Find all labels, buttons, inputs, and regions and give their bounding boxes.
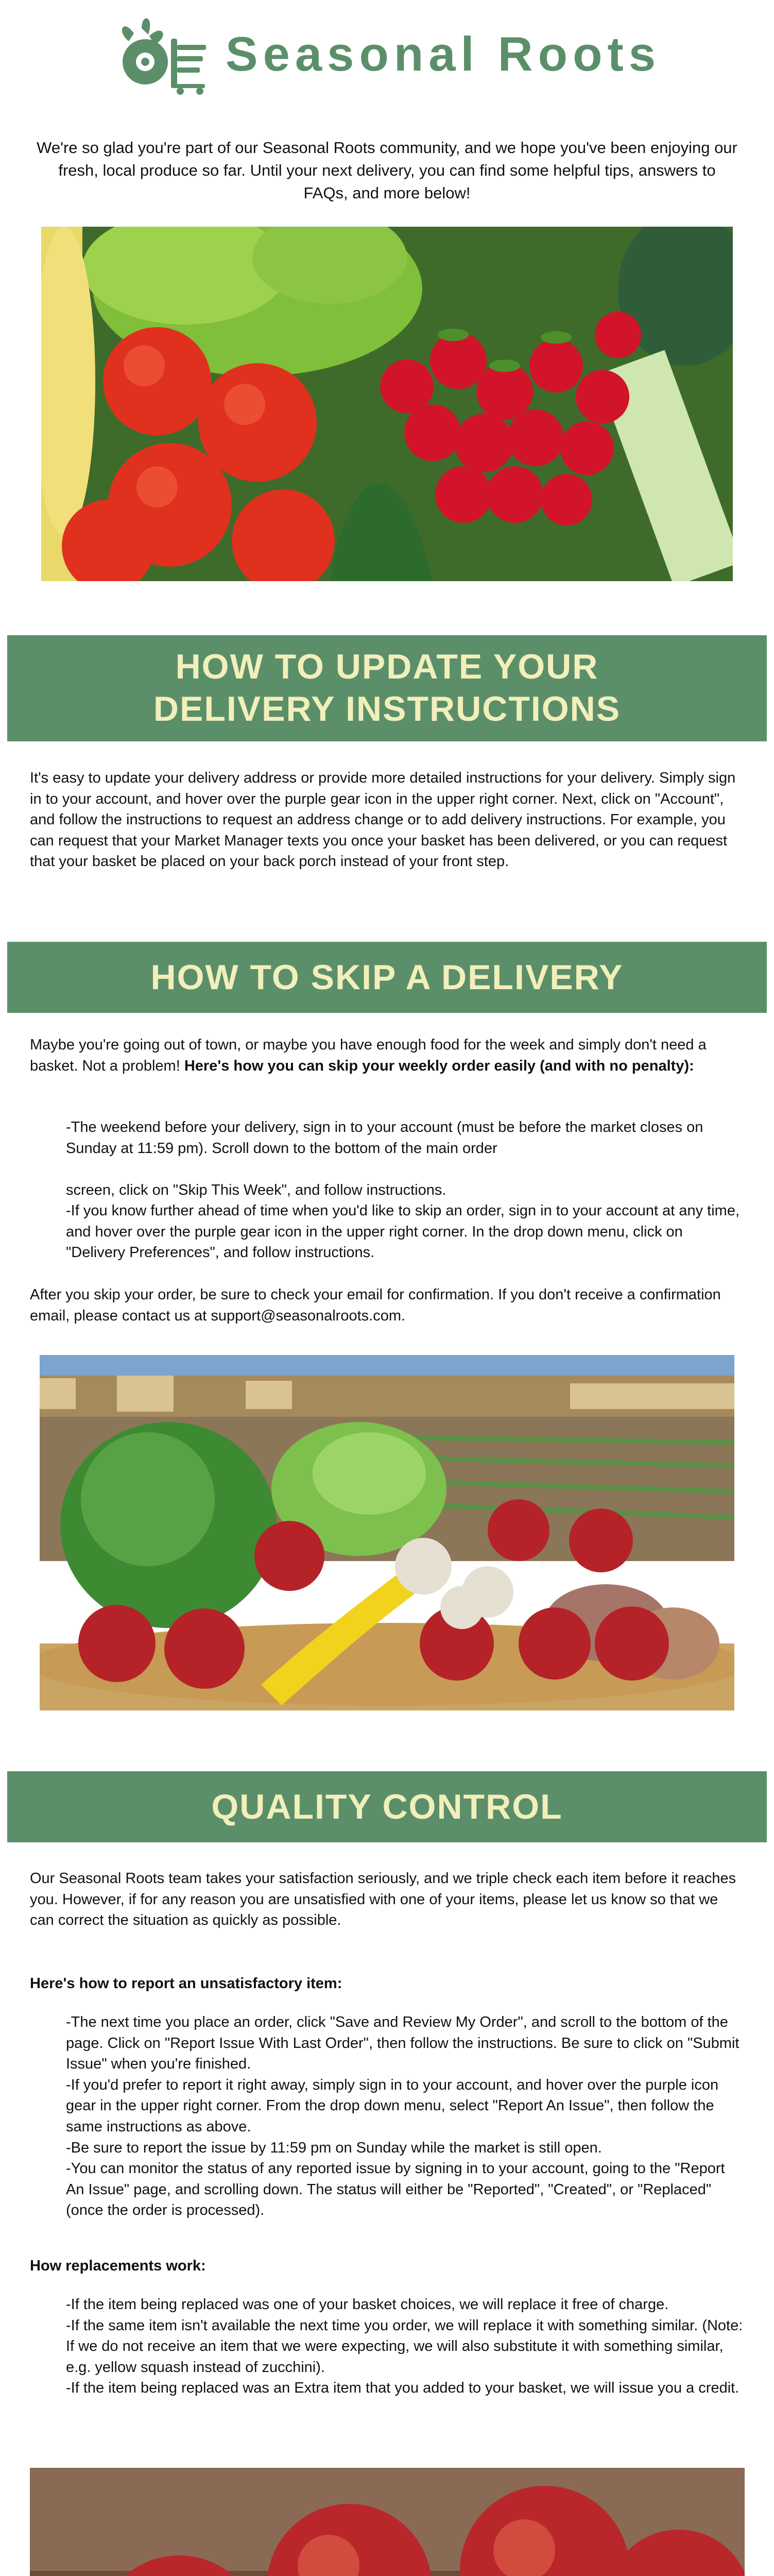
farm-produce-photo (40, 1355, 734, 1710)
brand-name: Seasonal Roots (225, 27, 661, 81)
quality-intro: Our Seasonal Roots team takes your satisfaction seriously, and we triple check each item before it reaches you. However, if for any reason you are unsatisfied with one of your items, please let us know so that we can correct the situation as quickly as possible. (30, 1870, 736, 1929)
replace-heading: How replacements work: (30, 2258, 206, 2274)
skip-step-1: -The weekend before your delivery, sign in to your account (must be before the market closes on Sunday at 11:59 pm). Scroll down to the bottom of the main order (66, 1119, 703, 1157)
skip-step-2: -If you know further ahead of time when you'd like to skip an order, sign in to your account at any time, and hover over the purple gear icon in the upper right corner. In the drop down menu, click on "Delivery Preferences", and follow instructions. (66, 1202, 740, 1261)
header-logo[interactable] (0, 0, 774, 108)
delivery-body: It's easy to update your delivery address or provide more detailed instructions for your delivery. Simply sign in to your account, and hover over the purple gear icon in the upper right corner. Next, click on "Account", and follow the instructions to request an address change or to add delivery instructions. For example, you can request that your Market Manager texts you once your basket has been delivered, or you can request that your basket be placed on your back porch instead of your front step. (30, 770, 736, 870)
report-step-2: -If you'd prefer to report it right away, simply sign in to your account, and hover over the purple icon gear in the upper right corner. From the drop down menu, select "Report An Issue", then follow the same instructions as above. (66, 2076, 719, 2135)
replace-step-1: -If the item being replaced was one of your basket choices, we will replace it free of charge. (66, 2296, 669, 2313)
delivery-title-line2: DELIVERY INSTRUCTIONS (153, 689, 621, 728)
report-step-1: -The next time you place an order, click "Save and Review My Order", and scroll to the bottom of the page. Click on "Report Issue With Last Order", then follow the instructions. Be sure to click on "Submit Issue" when you're finished. (66, 2014, 739, 2073)
vegetable-cart-icon (113, 13, 211, 95)
delivery-section-banner (7, 635, 767, 741)
replace-steps (66, 2294, 746, 2399)
replace-step-2: -If the same item isn't available the next time you order, we will replace it with something similar. (Note: If we do not receive an item that we were expecting, we will also substitute it with something similar, e.g. yellow squash instead of zucchini). (66, 2317, 743, 2376)
skip-intro-bold: Here's how you can skip your weekly order easily (and with no penalty) (184, 1057, 690, 1074)
quality-title: QUALITY CONTROL (211, 1787, 563, 1826)
replace-step-3: -If the item being replaced was an Extra item that you added to your basket, we will issue you a credit. (66, 2380, 739, 2397)
delivery-title-line1: HOW TO UPDATE YOUR (175, 647, 599, 687)
apples-photo (30, 2468, 745, 2576)
skip-section-banner (7, 942, 767, 1013)
farm-produce-illustration (40, 1355, 734, 1710)
skip-step-1b: screen, click on "Skip This Week", and follow instructions. (66, 1182, 446, 1198)
vegetables-illustration (41, 227, 733, 581)
skip-intro-colon: : (689, 1057, 694, 1074)
apples-illustration (30, 2468, 745, 2576)
quality-section-banner (7, 1771, 767, 1842)
skip-title: HOW TO SKIP A DELIVERY (150, 958, 624, 997)
skip-intro-text: Maybe you're going out of town, or maybe you have enough food for the week and simply don't need a basket. Not a problem! (30, 1037, 707, 1074)
report-steps (66, 2012, 746, 2221)
report-heading: Here's how to report an unsatisfactory item: (30, 1975, 342, 1992)
report-step-3: -Be sure to report the issue by 11:59 pm on Sunday while the market is still open. (66, 2139, 602, 2156)
skip-outro: After you skip your order, be sure to check your email for confirmation. If you don't receive a confirmation email, please contact us at support@seasonalroots.com. (30, 1286, 721, 1324)
vegetables-photo (41, 227, 733, 581)
report-step-4: -You can monitor the status of any reported issue by signing in to your account, going to the "Report An Issue" page, and scrolling down. The status will either be "Reported", "Created", or "Replaced" (once the order is processed). (66, 2160, 725, 2219)
skip-intro (30, 1035, 746, 1076)
intro-text: We're so glad you're part of our Seasonal Roots community, and we hope you've been enjoying our fresh, local produce so far. Until your next delivery, you can find some helpful tips, answers to FAQs, and more below! (37, 139, 737, 202)
